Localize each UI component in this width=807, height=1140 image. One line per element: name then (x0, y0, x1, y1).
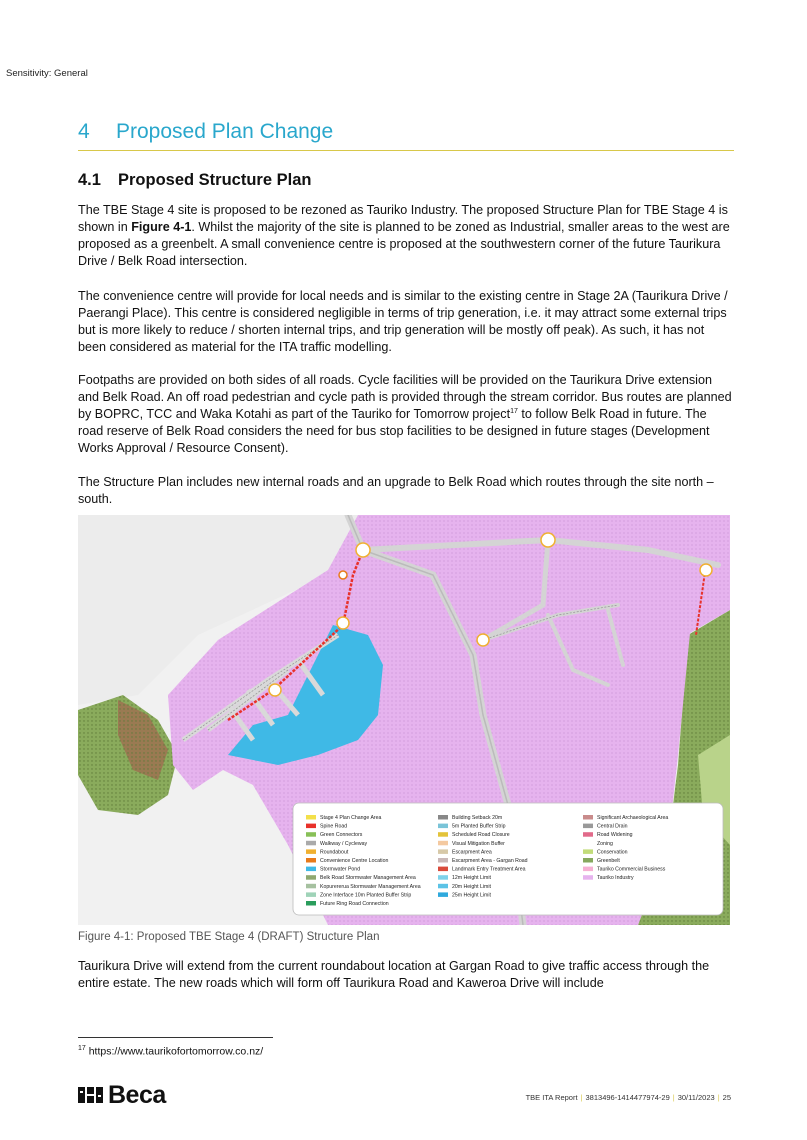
section-heading (78, 120, 734, 151)
legend-swatch (438, 892, 448, 897)
legend-swatch (306, 841, 316, 846)
legend-label: Convenience Centre Location (320, 858, 389, 864)
legend-label: Scheduled Road Closure (452, 832, 510, 839)
figure-reference: Figure 4-1 (131, 220, 192, 234)
legend-swatch (306, 858, 316, 863)
legend-swatch (438, 867, 448, 872)
legend-swatch (583, 875, 593, 880)
legend-label: 5m Planted Buffer Strip (452, 823, 506, 830)
legend-label: Walkway / Cycleway (320, 840, 368, 847)
footnote: $^{17}$ https://www.taurikofortomorrow.co.nz/ (78, 1045, 264, 1058)
legend-swatch (306, 815, 316, 820)
legend-swatch (438, 884, 448, 889)
legend-swatch (306, 892, 316, 897)
footnote-link[interactable]: https://www.taurikofortomorrow.co.nz/ (88, 1045, 264, 1058)
legend-label: Central Drain (597, 823, 628, 830)
legend-swatch (438, 875, 448, 880)
legend-label: Tauriko Industry (597, 875, 634, 882)
legend-label: Escarpment Area (452, 849, 492, 856)
legend-label: Escarpment Area - Gargan Road (452, 858, 528, 864)
beca-logo-icon (78, 1085, 104, 1105)
sensitivity-label: Sensitivity: General (6, 68, 88, 79)
legend-label: Green Connectors (320, 832, 363, 839)
subsection-heading (78, 171, 311, 190)
convenience-centre-marker (339, 571, 347, 579)
map-legend (293, 803, 723, 915)
subsection-title: Proposed Structure Plan (118, 171, 312, 189)
legend-swatch (438, 849, 448, 854)
legend-label: Roundabout (320, 849, 349, 856)
legend-label: Greenbelt (597, 858, 620, 864)
legend-label: 12m Height Limit (452, 875, 491, 882)
paragraph-2: The convenience centre will provide for local needs and is similar to the existing centre in Stage 2A (Taurikura Drive / Paerangi Place). This centre is considered negligible in terms of trip generation, i.e. it may attract some external trips but is more likely to reduce / shorten internal trips, and trip generation will be mostly off peak). As such, it has not been considered as material for the ITA traffic modelling. (78, 289, 728, 354)
legend-label: 25m Height Limit (452, 892, 491, 899)
legend-swatch (438, 832, 448, 837)
legend-swatch (306, 901, 316, 906)
beca-logo-text: Beca (108, 1080, 166, 1109)
legend-label: Stormwater Pond (320, 866, 361, 873)
legend-swatch (306, 867, 316, 872)
legend-swatch (306, 824, 316, 829)
legend-label: Belk Road Stormwater Management Area (320, 875, 416, 882)
legend-swatch (438, 841, 448, 846)
legend-label: Stage 4 Plan Change Area (320, 815, 382, 821)
paragraph-4: The Structure Plan includes new internal roads and an upgrade to Belk Road which routes through the site north – south. (78, 475, 714, 506)
legend-label: Zone Interface 10m Planted Buffer Strip (320, 892, 412, 899)
page-number: 25 (722, 1093, 731, 1102)
legend-label: Zoning (597, 840, 613, 847)
page-footer: TBE ITA Report | 3813496-1414477974-29 | 30/11/2023 | 25 (525, 1093, 731, 1102)
section-title: Proposed Plan Change (116, 120, 334, 143)
legend-swatch (583, 832, 593, 837)
legend-swatch (583, 841, 593, 846)
structure-plan-map (78, 515, 730, 925)
legend-swatch (583, 849, 593, 854)
figure-caption: Figure 4-1: Proposed TBE Stage 4 (DRAFT) Structure Plan (78, 931, 380, 943)
legend-swatch (583, 867, 593, 872)
legend-label: Conservation (597, 849, 628, 856)
legend-swatch (306, 875, 316, 880)
legend-label: Significant Archaeological Area (597, 815, 669, 821)
legend-swatch (583, 824, 593, 829)
legend-label: Building Setback 20m (452, 815, 503, 821)
legend-swatch (438, 858, 448, 863)
beca-logo (78, 1080, 166, 1109)
footnote-marker: 17 (510, 407, 518, 415)
legend-label: Spine Road (320, 823, 348, 830)
legend-label: Tauriko Commercial Business (597, 866, 666, 873)
paragraph-5: Taurikura Drive will extend from the current roundabout location at Gargan Road to give traffic access through the entire estate. The new roads which will form off Taurikura Road and Kaweroa Drive will include (78, 959, 710, 990)
section-number: 4 (78, 120, 90, 143)
legend-swatch (438, 815, 448, 820)
legend-label: Road Widening (597, 832, 633, 839)
subsection-number: 4.1 (78, 171, 101, 189)
legend-swatch (438, 824, 448, 829)
legend-swatch (306, 884, 316, 889)
legend-label: Future Ring Road Connection (320, 901, 389, 907)
legend-swatch (306, 849, 316, 854)
footnote-divider (78, 1037, 273, 1038)
legend-label: Visual Mitigation Buffer (452, 840, 505, 847)
legend-swatch (306, 832, 316, 837)
legend-swatch (583, 815, 593, 820)
legend-label: 20m Height Limit (452, 883, 491, 890)
paragraph-1: The TBE Stage 4 site is proposed to be rezoned as Tauriko Industry. The proposed Structure Plan for TBE Stage 4 is shown in Figure 4-1. Whilst the majority of the site is planned to be zoned as Industrial, smaller areas to the west are proposed as a greenbelt. A small convenience centre is proposed at the southwestern corner of the future Taurikura Drive / Belk Road intersection. (78, 203, 730, 268)
legend-label: Kopurererua Stormwater Management Area (320, 883, 421, 890)
paragraph-3: Footpaths are provided on both sides of all roads. Cycle facilities will be provided on the Taurikura Drive extension and Belk Road. An off road pedestrian and cycle path is provided through the stream corridor. Bus routes are planned by BOPRC, TCC and Waka Kotahi as part of the Tauriko for Tomorrow project$^{17}$ to follow Belk Road in future. The road reserve of Belk Road considers the need for bus stop facilities to be designed in future stages (Development Works Approval / Resource Consent). (78, 373, 732, 455)
legend-label: Landmark Entry Treatment Area (452, 866, 526, 873)
legend-swatch (583, 858, 593, 863)
